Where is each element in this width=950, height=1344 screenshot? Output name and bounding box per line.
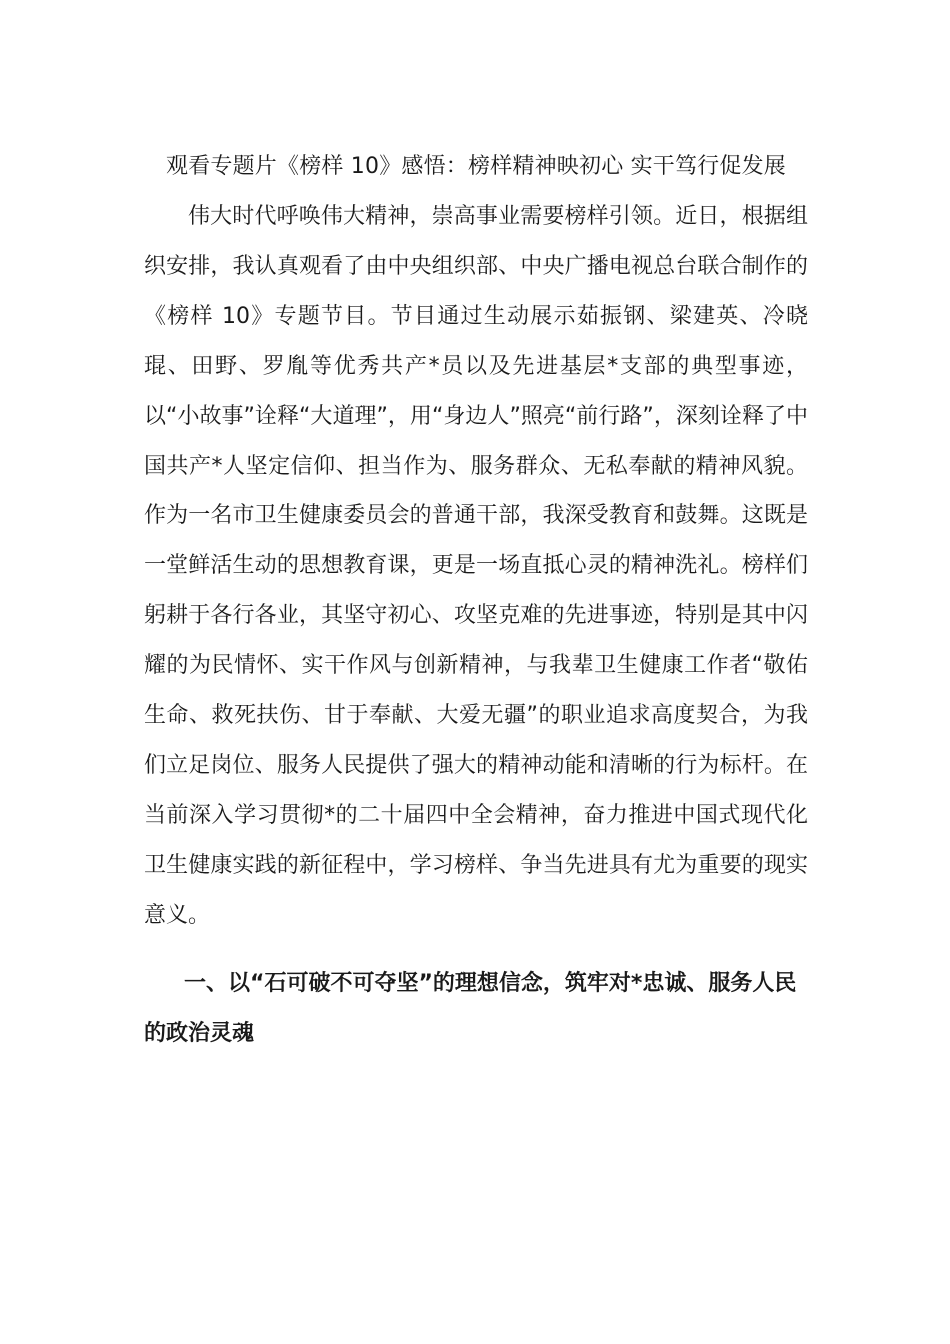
document-content [144,142,808,1059]
intro-paragraph: 伟大时代呼唤伟大精神，崇高事业需要榜样引领。近日，根据组织安排，我认真观看了由中央组织部、中央广播电视总台联合制作的《榜样 10》专题节目。节目通过生动展示茹振钢、梁建英、冷晓琨、田野、罗胤等优秀共产*员以及先进基层*支部的典型事迹，以“小故事”诠释“大道理”，用“身边人”照亮“前行路”，深刻诠释了中国共产*人坚定信仰、担当作为、服务群众、无私奉献的精神风貌。作为一名市卫生健康委员会的普通干部，我深受教育和鼓舞。这既是一堂鲜活生动的思想教育课，更是一场直抵心灵的精神洗礼。榜样们躬耕于各行各业，其坚守初心、攻坚克难的先进事迹，特别是其中闪耀的为民情怀、实干作风与创新精神，与我辈卫生健康工作者“敬佑生命、救死扶伤、甘于奉献、大爱无疆”的职业追求高度契合，为我们立足岗位、服务人民提供了强大的精神动能和清晰的行为标杆。在当前深入学习贯彻*的二十届四中全会精神，奋力推进中国式现代化卫生健康实践的新征程中，学习榜样、争当先进具有尤为重要的现实意义。 [144,204,808,928]
section-heading-1: 一、以“石可破不可夺坚”的理想信念，筑牢对*忠诚、服务人民的政治灵魂 [144,970,797,1046]
document-title: 观看专题片《榜样 10》感悟：榜样精神映初心 实干笃行促发展 [166,154,786,179]
